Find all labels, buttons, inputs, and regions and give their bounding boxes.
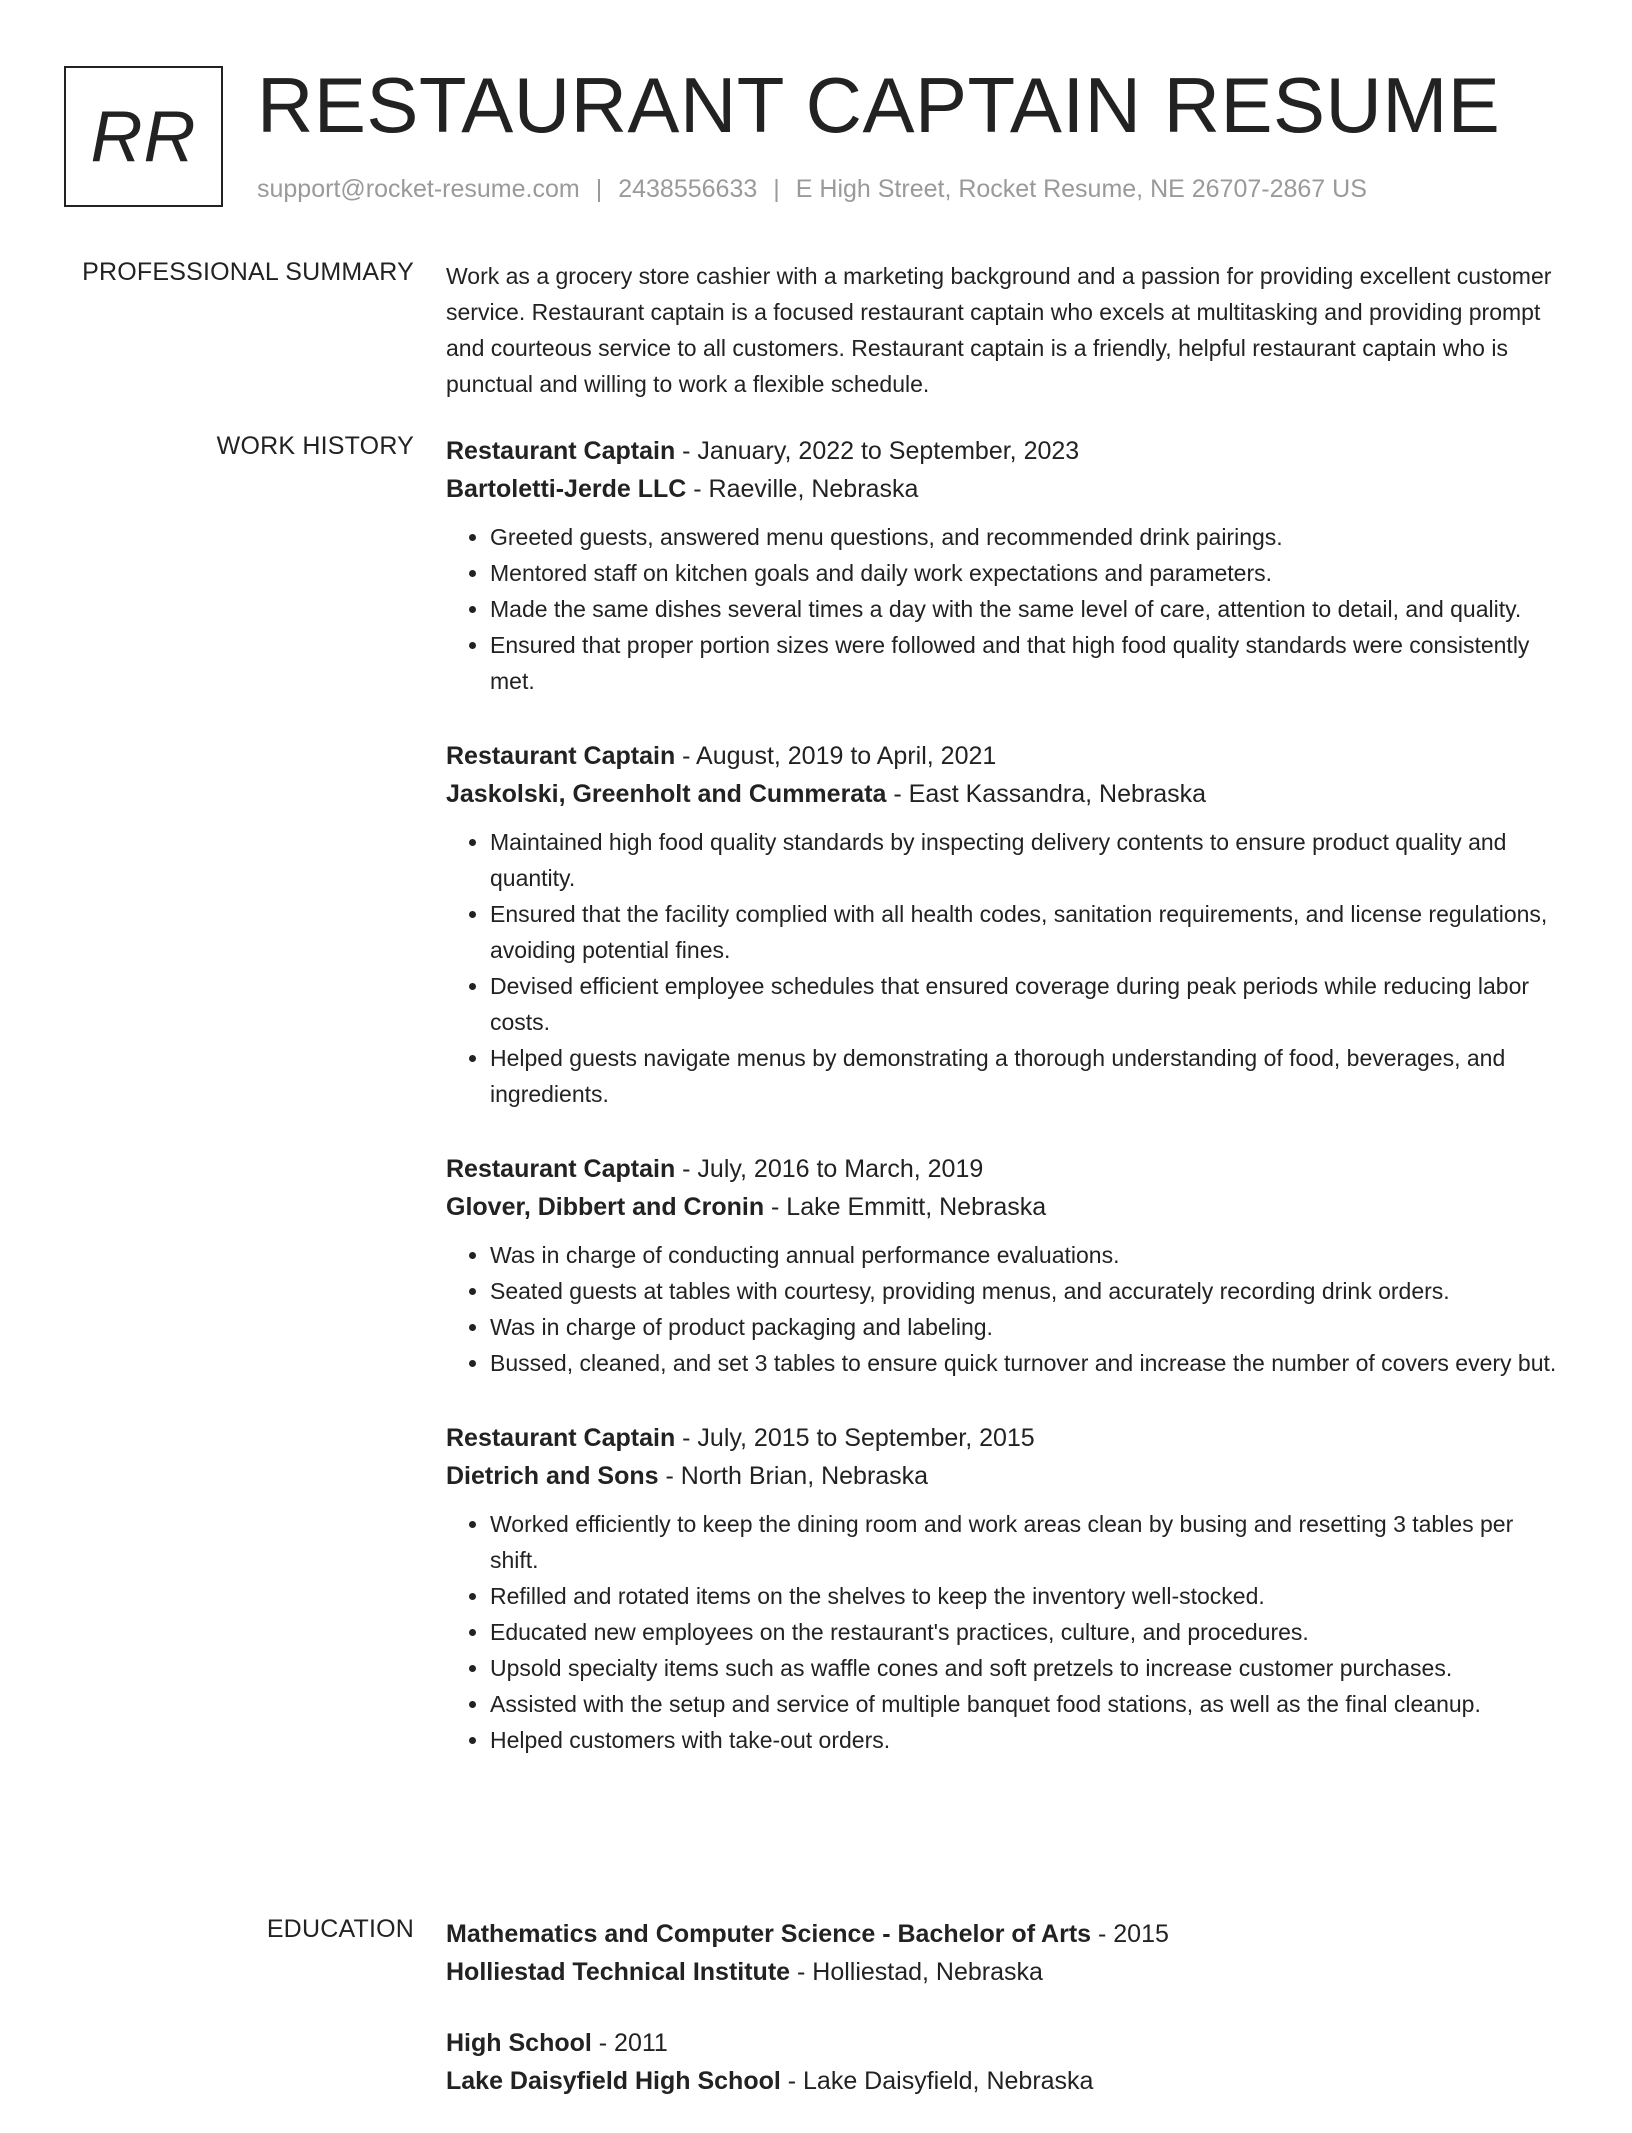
job-entry <box>446 1150 1566 1381</box>
contact-line <box>257 175 1367 204</box>
education-location: - Holliestad, Nebraska <box>790 1958 1043 1986</box>
job-location: - North Brian, Nebraska <box>658 1462 929 1490</box>
job-title-line <box>446 737 1566 775</box>
job-company: Glover, Dibbert and Cronin <box>446 1193 765 1221</box>
job-title: Restaurant Captain <box>446 437 676 465</box>
job-company-line <box>446 1188 1566 1226</box>
contact-email: support@rocket-resume.com <box>257 175 580 203</box>
job-location: - Raeville, Nebraska <box>686 475 919 503</box>
job-title: Restaurant Captain <box>446 742 676 770</box>
job-bullets <box>446 824 1566 1112</box>
job-dates: - July, 2015 to September, 2015 <box>675 1424 1035 1452</box>
job-entry <box>446 1419 1566 1758</box>
education-entry <box>446 1915 1566 1991</box>
job-bullet: • Ensured that the facility complied with all health codes, sanitation requirements, and license regulations, avoiding potential fines. <box>490 896 1566 968</box>
contact-separator: | <box>595 175 603 203</box>
job-title: Restaurant Captain <box>446 1424 676 1452</box>
education-year: - 2015 <box>1091 1920 1169 1948</box>
job-bullets <box>446 1506 1566 1758</box>
education-degree-line <box>446 1915 1566 1953</box>
education-degree: High School <box>446 2029 592 2057</box>
job-entry <box>446 432 1566 699</box>
contact-address: E High Street, Rocket Resume, NE 26707-2867 US <box>795 175 1367 203</box>
education-school: Lake Daisyfield High School <box>446 2067 781 2095</box>
education-location: - Lake Daisyfield, Nebraska <box>780 2067 1094 2095</box>
job-dates: - August, 2019 to April, 2021 <box>675 742 997 770</box>
job-bullet: • Upsold specialty items such as waffle cones and soft pretzels to increase customer purchases. <box>490 1650 1566 1686</box>
resume-title: RESTAURANT CAPTAIN RESUME <box>257 61 1501 149</box>
resume-header <box>64 61 1564 210</box>
job-bullet: • Was in charge of conducting annual performance evaluations. <box>490 1237 1566 1273</box>
contact-separator: | <box>773 175 780 203</box>
monogram-logo: RR <box>64 66 223 207</box>
job-bullet: • Made the same dishes several times a day with the same level of care, attention to detail, and quality. <box>490 591 1566 627</box>
job-dates: - January, 2022 to September, 2023 <box>675 437 1080 465</box>
job-bullet: • Was in charge of product packaging and labeling. <box>490 1309 1566 1345</box>
job-bullet: • Refilled and rotated items on the shelves to keep the inventory well-stocked. <box>490 1578 1566 1614</box>
job-bullet: • Worked efficiently to keep the dining room and work areas clean by busing and resetting 3 tables per shift. <box>490 1506 1566 1578</box>
job-title-line <box>446 432 1566 470</box>
job-bullet: • Devised efficient employee schedules that ensured coverage during peak periods while reducing labor costs. <box>490 968 1566 1040</box>
job-company-line <box>446 470 1566 508</box>
job-title-line <box>446 1419 1566 1457</box>
job-bullet: • Helped customers with take-out orders. <box>490 1722 1566 1758</box>
education-school-line <box>446 1953 1566 1991</box>
job-bullet: • Educated new employees on the restaurant's practices, culture, and procedures. <box>490 1614 1566 1650</box>
education-school: Holliestad Technical Institute <box>446 1958 791 1986</box>
job-title: Restaurant Captain <box>446 1155 676 1183</box>
job-bullet: • Helped guests navigate menus by demonstrating a thorough understanding of food, beverages, and ingredients. <box>490 1040 1566 1112</box>
job-bullets <box>446 1237 1566 1381</box>
job-company-line <box>446 1457 1566 1495</box>
work-history-label: WORK HISTORY <box>216 432 414 460</box>
education-year: - 2011 <box>591 2029 668 2057</box>
job-bullets <box>446 519 1566 699</box>
education-label: EDUCATION <box>266 1915 414 1943</box>
job-bullet: • Assisted with the setup and service of multiple banquet food stations, as well as the final cleanup. <box>490 1686 1566 1722</box>
education-school-line <box>446 2062 1566 2100</box>
job-bullet: • Bussed, cleaned, and set 3 tables to ensure quick turnover and increase the number of covers every but. <box>490 1345 1566 1381</box>
job-entry <box>446 737 1566 1112</box>
job-company: Jaskolski, Greenholt and Cummerata <box>446 780 887 808</box>
summary-label: PROFESSIONAL SUMMARY <box>82 258 414 286</box>
job-bullet: • Seated guests at tables with courtesy, providing menus, and accurately recording drink orders. <box>490 1273 1566 1309</box>
job-bullet: • Greeted guests, answered menu questions, and recommended drink pairings. <box>490 519 1566 555</box>
summary-text: Work as a grocery store cashier with a marketing background and a passion for providing excellent customer service. Restaurant captain is a focused restaurant captain who excels at multitasking and providing prompt and courteous service to all customers. Restaurant captain is a friendly, helpful restaurant captain who is punctual and willing to work a flexible schedule. <box>446 263 1552 397</box>
job-dates: - July, 2016 to March, 2019 <box>675 1155 984 1183</box>
job-bullet: • Mentored staff on kitchen goals and daily work expectations and parameters. <box>490 555 1566 591</box>
job-location: - East Kassandra, Nebraska <box>886 780 1207 808</box>
job-bullet: • Maintained high food quality standards by inspecting delivery contents to ensure product quality and quantity. <box>490 824 1566 896</box>
education-degree-line <box>446 2024 1566 2062</box>
job-company: Bartoletti-Jerde LLC <box>446 475 687 503</box>
education-entry <box>446 2024 1566 2100</box>
job-bullet: • Ensured that proper portion sizes were followed and that high food quality standards were consistently met. <box>490 627 1566 699</box>
job-location: - Lake Emmitt, Nebraska <box>764 1193 1047 1221</box>
job-company: Dietrich and Sons <box>446 1462 659 1490</box>
job-company-line <box>446 775 1566 813</box>
education-degree: Mathematics and Computer Science - Bachelor of Arts <box>446 1920 1092 1948</box>
job-title-line <box>446 1150 1566 1188</box>
contact-phone: 2438556633 <box>618 175 758 203</box>
